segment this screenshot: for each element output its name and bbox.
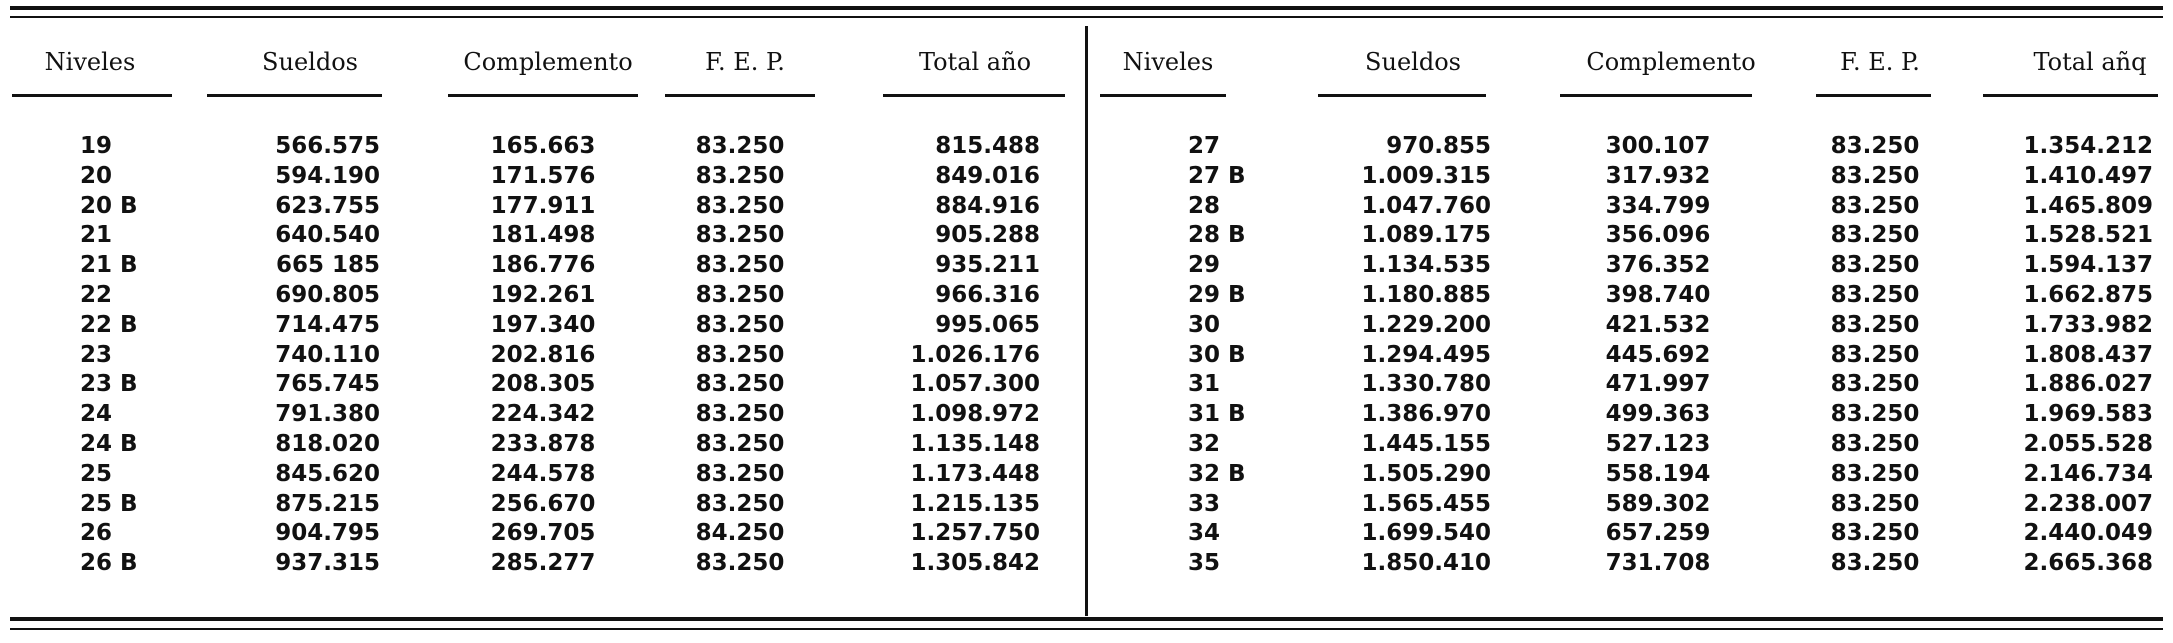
table-cell: 24	[80, 401, 113, 428]
table-cell: 83.250	[695, 252, 785, 279]
header-sueldos: Sueldos	[262, 48, 358, 76]
col-complemento	[448, 132, 638, 579]
table-cell: 29 B	[1188, 281, 1246, 308]
table-cell: 904.795	[275, 520, 380, 547]
table-cell: 165.663	[490, 133, 596, 159]
table-cell: 31 B	[1188, 401, 1246, 428]
table-cell: 1.294.495	[1361, 341, 1491, 368]
table-cell: 300.107	[1605, 133, 1711, 159]
table-cell: 33	[1188, 490, 1221, 517]
table-cell: 1.057.300	[910, 371, 1040, 398]
table-cell: 1.229.200	[1361, 311, 1491, 338]
header-sueldos: Sueldos	[1365, 48, 1461, 76]
header-underline	[12, 94, 172, 97]
table-cell: 966.316	[935, 281, 1040, 308]
table-cell: 256.670	[490, 490, 596, 517]
table-cell: 83.250	[1830, 520, 1920, 547]
table-cell: 83.250	[1830, 162, 1920, 189]
table-cell: 2.440.049	[2023, 520, 2153, 547]
table-cell: 1.135.148	[910, 430, 1040, 457]
table-cell: 1.410.497	[2023, 162, 2153, 189]
table-cell: 714.475	[275, 311, 380, 338]
table-cell: 657.259	[1605, 520, 1711, 547]
header-underline	[448, 94, 638, 97]
table-cell: 499.363	[1605, 401, 1711, 428]
table-cell: 31	[1188, 371, 1221, 398]
table-cell: 1.662.875	[2023, 281, 2153, 308]
table-cell: 815.488	[935, 133, 1040, 159]
left-table	[0, 0, 1085, 640]
table-cell: 398.740	[1605, 281, 1711, 308]
table-cell: 1.173.448	[910, 460, 1040, 487]
col-niveles	[1188, 132, 1288, 579]
header-underline	[883, 94, 1065, 97]
header-total: Total añq	[2033, 48, 2147, 76]
table-cell: 527.123	[1605, 430, 1711, 457]
table-cell: 1.180.885	[1361, 281, 1491, 308]
table-cell: 640.540	[275, 222, 380, 249]
table-cell: 22 B	[80, 311, 138, 338]
table-cell: 83.250	[1830, 430, 1920, 457]
table-cell: 23 B	[80, 371, 138, 398]
header-underline	[1100, 94, 1226, 97]
table-cell: 83.250	[1830, 252, 1920, 279]
table-cell: 83.250	[1830, 133, 1920, 159]
table-cell: 334.799	[1605, 192, 1711, 219]
table-cell: 83.250	[1830, 401, 1920, 428]
table-cell: 22	[80, 281, 113, 308]
table-cell: 83.250	[1830, 460, 1920, 487]
table-cell: 905.288	[935, 222, 1040, 249]
table-cell: 1.215.135	[910, 490, 1040, 517]
header-underline	[207, 94, 382, 97]
table-cell: 83.250	[695, 371, 785, 398]
table-cell: 21 B	[80, 252, 138, 279]
table-cell: 1.047.760	[1361, 192, 1491, 219]
table-cell: 83.250	[695, 162, 785, 189]
col-complemento	[1563, 132, 1753, 579]
table-cell: 83.250	[1830, 341, 1920, 368]
table-cell: 845.620	[275, 460, 380, 487]
table-cell: 2.238.007	[2023, 490, 2153, 517]
table-cell: 937.315	[275, 550, 380, 577]
table-cell: 32 B	[1188, 460, 1246, 487]
table-cell: 589.302	[1605, 490, 1711, 517]
table-cell: 83.250	[695, 490, 785, 517]
table-cell: 356.096	[1605, 222, 1711, 249]
table-cell: 2.055.528	[2023, 430, 2153, 457]
table-cell: 83.250	[695, 192, 785, 219]
header-complemento: Complemento	[463, 48, 633, 76]
table-cell: 83.250	[695, 430, 785, 457]
header-fep: F. E. P.	[705, 48, 785, 76]
table-cell: 1.445.155	[1361, 430, 1491, 457]
table-cell: 25	[80, 460, 113, 487]
header-underline	[1983, 94, 2158, 97]
table-cell: 2.665.368	[2023, 550, 2153, 577]
header-underline	[665, 94, 815, 97]
table-cell: 83.250	[1830, 490, 1920, 517]
table-cell: 30	[1188, 311, 1221, 338]
table-cell: 566.575	[275, 133, 380, 159]
table-cell: 1.089.175	[1361, 222, 1491, 249]
table-cell: 27	[1188, 133, 1221, 159]
table-cell: 1.969.583	[2023, 401, 2153, 428]
table-cell: 875.215	[275, 490, 380, 517]
table-cell: 83.250	[1830, 371, 1920, 398]
table-cell: 1.330.780	[1361, 371, 1491, 398]
table-cell: 471.997	[1605, 371, 1711, 398]
table-cell: 192.261	[490, 281, 596, 308]
table-cell: 1.886.027	[2023, 371, 2153, 398]
table-cell: 1.733.982	[2023, 311, 2153, 338]
table-cell: 34	[1188, 520, 1221, 547]
table-cell: 1.354.212	[2023, 133, 2153, 159]
table-cell: 186.776	[490, 252, 596, 279]
table-cell: 2.146.734	[2023, 460, 2153, 487]
table-cell: 1.134.535	[1361, 252, 1491, 279]
table-cell: 1.808.437	[2023, 341, 2153, 368]
table-cell: 445.692	[1605, 341, 1711, 368]
table-cell: 849.016	[935, 162, 1040, 189]
table-cell: 23	[80, 341, 113, 368]
col-fep	[1800, 132, 1950, 579]
table-cell: 83.250	[695, 401, 785, 428]
table-cell: 665 185	[275, 252, 380, 279]
table-cell: 285.277	[490, 550, 596, 577]
table-cell: 740.110	[275, 341, 380, 368]
table-cell: 1.565.455	[1361, 490, 1491, 517]
table-cell: 83.250	[695, 460, 785, 487]
table-cell: 1.528.521	[2023, 222, 2153, 249]
table-cell: 224.342	[490, 401, 596, 428]
header-underline	[1318, 94, 1486, 97]
table-cell: 244.578	[490, 460, 596, 487]
table-cell: 28	[1188, 192, 1221, 219]
table-cell: 21	[80, 222, 113, 249]
table-cell: 594.190	[275, 162, 380, 189]
table-cell: 1.699.540	[1361, 520, 1491, 547]
table-cell: 818.020	[275, 430, 380, 457]
table-cell: 1.305.842	[910, 550, 1040, 577]
table-cell: 83.250	[695, 341, 785, 368]
table-cell: 84.250	[695, 520, 785, 547]
header-total: Total año	[918, 48, 1032, 76]
table-cell: 28 B	[1188, 222, 1246, 249]
table-cell: 197.340	[490, 311, 596, 338]
table-cell: 1.850.410	[1361, 550, 1491, 577]
col-fep	[665, 132, 815, 579]
table-cell: 27 B	[1188, 162, 1246, 189]
table-cell: 1.257.750	[910, 520, 1040, 547]
table-cell: 269.705	[490, 520, 596, 547]
col-total	[1988, 132, 2153, 579]
col-sueldos	[1308, 132, 1491, 579]
table-cell: 690.805	[275, 281, 380, 308]
header-niveles: Niveles	[1122, 48, 1214, 76]
table-cell: 24 B	[80, 430, 138, 457]
table-cell: 995.065	[935, 311, 1040, 338]
table-cell: 208.305	[490, 371, 596, 398]
table-cell: 83.250	[1830, 222, 1920, 249]
table-cell: 26 B	[80, 550, 138, 577]
table-cell: 83.250	[695, 281, 785, 308]
table-cell: 765.745	[275, 371, 380, 398]
table-cell: 83.250	[695, 550, 785, 577]
table-cell: 1.009.315	[1361, 162, 1491, 189]
table-cell: 20 B	[80, 192, 138, 219]
header-fep: F. E. P.	[1840, 48, 1920, 76]
table-cell: 83.250	[695, 133, 785, 159]
table-cell: 233.878	[490, 430, 596, 457]
table-cell: 181.498	[490, 222, 596, 249]
table-cell: 83.250	[1830, 311, 1920, 338]
table-cell: 421.532	[1605, 311, 1711, 338]
table-cell: 558.194	[1605, 460, 1711, 487]
table-cell: 83.250	[695, 222, 785, 249]
table-cell: 83.250	[1830, 192, 1920, 219]
table-cell: 177.911	[490, 192, 596, 219]
table-cell: 29	[1188, 252, 1221, 279]
table-cell: 970.855	[1386, 133, 1491, 159]
col-total	[880, 132, 1040, 579]
table-cell: 83.250	[695, 311, 785, 338]
table-cell: 20	[80, 162, 113, 189]
header-niveles: Niveles	[44, 48, 136, 76]
table-cell: 317.932	[1605, 162, 1711, 189]
table-cell: 202.816	[490, 341, 596, 368]
col-niveles	[80, 132, 180, 579]
table-cell: 1.026.176	[910, 341, 1040, 368]
table-cell: 32	[1188, 430, 1221, 457]
header-underline	[1816, 94, 1931, 97]
table-cell: 83.250	[1830, 281, 1920, 308]
right-table	[1088, 0, 2173, 640]
table-cell: 171.576	[490, 162, 596, 189]
table-cell: 30 B	[1188, 341, 1246, 368]
table-cell: 1.465.809	[2023, 192, 2153, 219]
col-sueldos	[200, 132, 380, 579]
table-cell: 791.380	[275, 401, 380, 428]
table-cell: 1.505.290	[1361, 460, 1491, 487]
table-cell: 1.098.972	[910, 401, 1040, 428]
table-cell: 623.755	[275, 192, 380, 219]
table-cell: 26	[80, 520, 113, 547]
table-cell: 25 B	[80, 490, 138, 517]
table-cell: 19	[80, 133, 113, 159]
table-cell: 884.916	[935, 192, 1040, 219]
header-complemento: Complemento	[1586, 48, 1756, 76]
table-cell: 35	[1188, 550, 1221, 577]
table-cell: 83.250	[1830, 550, 1920, 577]
table-cell: 1.594.137	[2023, 252, 2153, 279]
table-cell: 376.352	[1605, 252, 1711, 279]
table-cell: 935.211	[935, 252, 1040, 279]
table-cell: 1.386.970	[1361, 401, 1491, 428]
header-underline	[1560, 94, 1752, 97]
table-cell: 731.708	[1605, 550, 1711, 577]
